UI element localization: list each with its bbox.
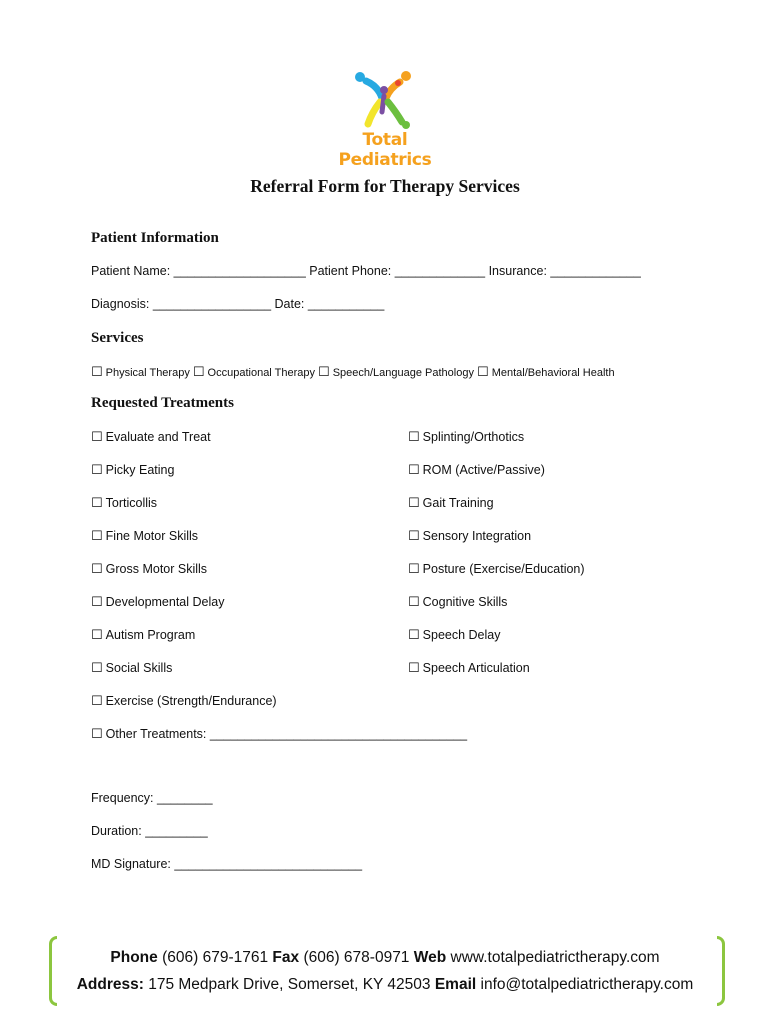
- checkbox-icon[interactable]: ☐: [408, 528, 420, 543]
- checkbox-icon[interactable]: ☐: [408, 627, 420, 642]
- checkbox-icon[interactable]: ☐: [408, 660, 420, 675]
- treatment-item[interactable]: ☐ Social Skills: [91, 660, 173, 675]
- services-heading: Services: [91, 330, 144, 346]
- footer-address: 175 Medpark Drive, Somerset, KY 42503: [148, 976, 431, 993]
- footer-fax: (606) 678-0971: [303, 949, 410, 966]
- treatment-item[interactable]: ☐ Splinting/Orthotics: [408, 429, 525, 444]
- footer-contact-line: Phone (606) 679-1761 Fax (606) 678-0971 Web www.totalpediatrictherapy.com: [110, 949, 660, 966]
- footer-address-line: Address: 175 Medpark Drive, Somerset, KY 42503 Email info@totalpediatrictherapy.com: [76, 976, 694, 993]
- checkbox-icon[interactable]: ☐: [91, 660, 103, 675]
- checkbox-icon[interactable]: ☐: [91, 594, 103, 609]
- footer-email-link[interactable]: info@totalpediatrictherapy.com: [480, 976, 694, 993]
- checkbox-icon[interactable]: ☐: [91, 528, 103, 543]
- treatment-item[interactable]: ☐ Picky Eating: [91, 462, 175, 477]
- service-option-speech[interactable]: ☐ Speech/Language Pathology: [318, 364, 474, 379]
- checkbox-icon[interactable]: ☐: [91, 364, 103, 379]
- services-row: [91, 364, 615, 380]
- patient-info-line-2: Diagnosis: _________________ Date: ___________: [91, 297, 385, 311]
- checkbox-icon[interactable]: ☐: [192, 364, 205, 379]
- form-title: Referral Form for Therapy Services: [250, 176, 520, 196]
- treatment-item[interactable]: ☐ Torticollis: [91, 495, 158, 510]
- checkbox-icon[interactable]: ☐: [91, 429, 103, 444]
- treatment-item[interactable]: ☐ Posture (Exercise/Education): [408, 561, 585, 576]
- duration-field[interactable]: Duration: _________: [91, 824, 208, 838]
- treatment-item[interactable]: ☐ Autism Program: [91, 627, 196, 642]
- treatment-item[interactable]: ☐ Gross Motor Skills: [91, 561, 208, 576]
- treatment-item[interactable]: ☐ Cognitive Skills: [408, 594, 508, 609]
- checkbox-icon[interactable]: ☐: [408, 429, 420, 444]
- checkbox-icon[interactable]: ☐: [91, 462, 103, 477]
- patient-info-line-1: Patient Name: ___________________ Patient Phone: _____________ Insurance: _____________: [91, 264, 641, 278]
- treatment-item[interactable]: ☐ Sensory Integration: [408, 528, 532, 543]
- treatments-heading: Requested Treatments: [91, 395, 234, 411]
- checkbox-icon[interactable]: ☐: [91, 495, 103, 510]
- logo-mark-icon: [318, 68, 452, 130]
- service-option-physical[interactable]: ☐ Physical Therapy: [91, 364, 190, 379]
- service-option-mental[interactable]: ☐ Mental/Behavioral Health: [477, 364, 615, 379]
- treatment-item[interactable]: ☐ Evaluate and Treat: [91, 429, 211, 444]
- checkbox-icon[interactable]: ☐: [91, 726, 103, 741]
- treatment-item-other[interactable]: ☐ Other Treatments: _____________________________________: [91, 726, 468, 741]
- checkbox-icon[interactable]: ☐: [91, 561, 103, 576]
- footer-bracket-left: [49, 936, 57, 1006]
- logo: [318, 68, 452, 170]
- treatment-item[interactable]: ☐ Exercise (Strength/Endurance): [91, 693, 277, 708]
- checkbox-icon[interactable]: ☐: [408, 462, 420, 477]
- treatment-item[interactable]: ☐ Speech Articulation: [408, 660, 530, 675]
- checkbox-icon[interactable]: ☐: [477, 364, 489, 379]
- md-signature-field[interactable]: MD Signature: ___________________________: [91, 857, 363, 871]
- logo-brand-text: Total Pediatrics: [338, 130, 432, 170]
- checkbox-icon[interactable]: ☐: [318, 364, 330, 379]
- treatment-item[interactable]: ☐ ROM (Active/Passive): [408, 462, 545, 477]
- checkbox-icon[interactable]: ☐: [408, 561, 420, 576]
- treatment-item[interactable]: ☐ Developmental Delay: [91, 594, 225, 609]
- treatment-item[interactable]: ☐ Fine Motor Skills: [91, 528, 199, 543]
- treatment-item[interactable]: ☐ Speech Delay: [408, 627, 501, 642]
- frequency-field[interactable]: Frequency: ________: [91, 791, 213, 805]
- footer-phone: (606) 679-1761: [162, 949, 269, 966]
- footer-web-link[interactable]: www.totalpediatrictherapy.com: [450, 949, 660, 966]
- checkbox-icon[interactable]: ☐: [91, 627, 103, 642]
- checkbox-icon[interactable]: ☐: [91, 693, 103, 708]
- patient-info-heading: Patient Information: [91, 230, 219, 246]
- service-option-occupational[interactable]: ☐ Occupational Therapy: [192, 364, 315, 379]
- checkbox-icon[interactable]: ☐: [408, 594, 420, 609]
- checkbox-icon[interactable]: ☐: [408, 495, 420, 510]
- treatment-item[interactable]: ☐ Gait Training: [408, 495, 494, 510]
- footer-bracket-right: [717, 936, 725, 1006]
